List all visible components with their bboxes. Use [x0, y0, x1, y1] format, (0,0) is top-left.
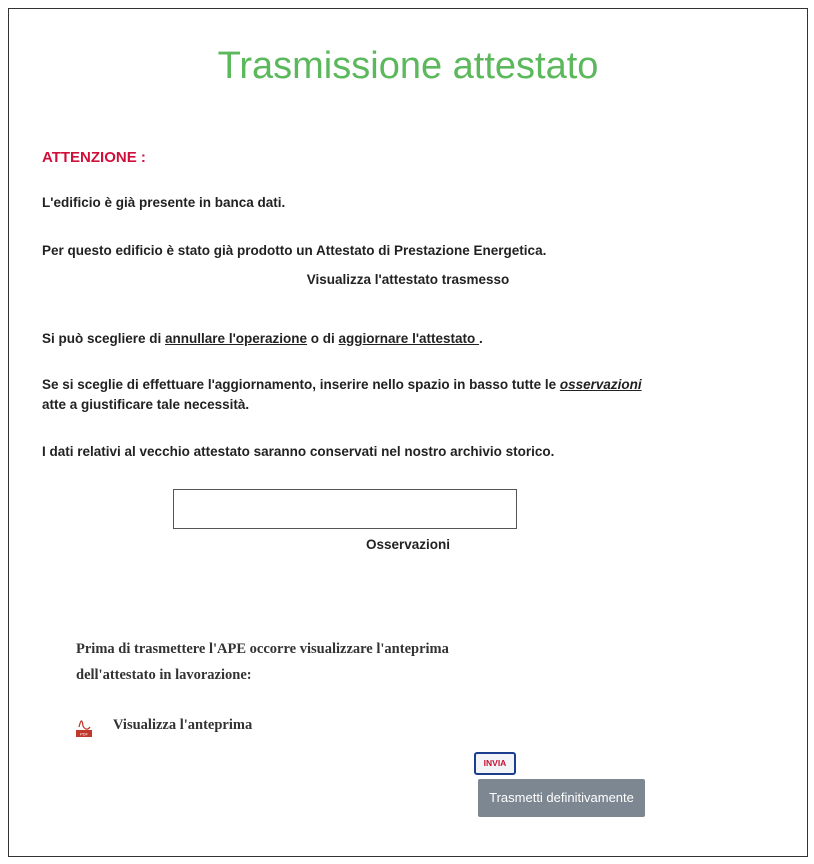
cancel-operation-link[interactable]: annullare l'operazione: [165, 331, 308, 346]
preview-note-line1: Prima di trasmettere l'APE occorre visualizzare l'anteprima: [76, 641, 449, 657]
pdf-icon[interactable]: [76, 715, 92, 737]
preview-link[interactable]: Visualizza l'anteprima: [113, 717, 253, 733]
view-certificate-link[interactable]: Visualizza l'attestato trasmesso: [306, 272, 510, 287]
observations-word: osservazioni: [559, 377, 642, 392]
svg-text:PDF: PDF: [80, 731, 88, 737]
observations-instruction: [42, 377, 642, 392]
archive-text: I dati relativi al vecchio attestato saranno conservati nel nostro archivio storico.: [42, 444, 555, 459]
observations-label: Osservazioni: [365, 537, 451, 552]
choice-text: [42, 331, 483, 346]
observations-instruction-line2: atte a giustificare tale necessità.: [42, 397, 250, 412]
page-frame: [8, 8, 808, 857]
submit-definitively-button[interactable]: Trasmetti definitivamente: [478, 779, 645, 817]
preview-note-line2: dell'attestato in lavorazione:: [76, 667, 252, 683]
choice-suffix: .: [479, 331, 483, 346]
observations-instruction-prefix: Se si sceglie di effettuare l'aggiornamento, inserire nello spazio in basso tutte le: [42, 377, 560, 392]
send-badge: INVIA: [474, 752, 516, 775]
page-title: Trasmissione attestato: [217, 45, 599, 87]
certificate-exists-text: Per questo edificio è stato già prodotto un Attestato di Prestazione Energetica.: [42, 243, 547, 258]
update-certificate-link[interactable]: aggiornare l'attestato: [338, 331, 480, 346]
observations-field[interactable]: [173, 489, 517, 529]
warning-label: ATTENZIONE :: [42, 149, 146, 166]
choice-prefix: Si può scegliere di: [42, 331, 166, 346]
building-exists-text: L'edificio è già presente in banca dati.: [42, 195, 286, 210]
choice-mid: o di: [307, 331, 339, 346]
